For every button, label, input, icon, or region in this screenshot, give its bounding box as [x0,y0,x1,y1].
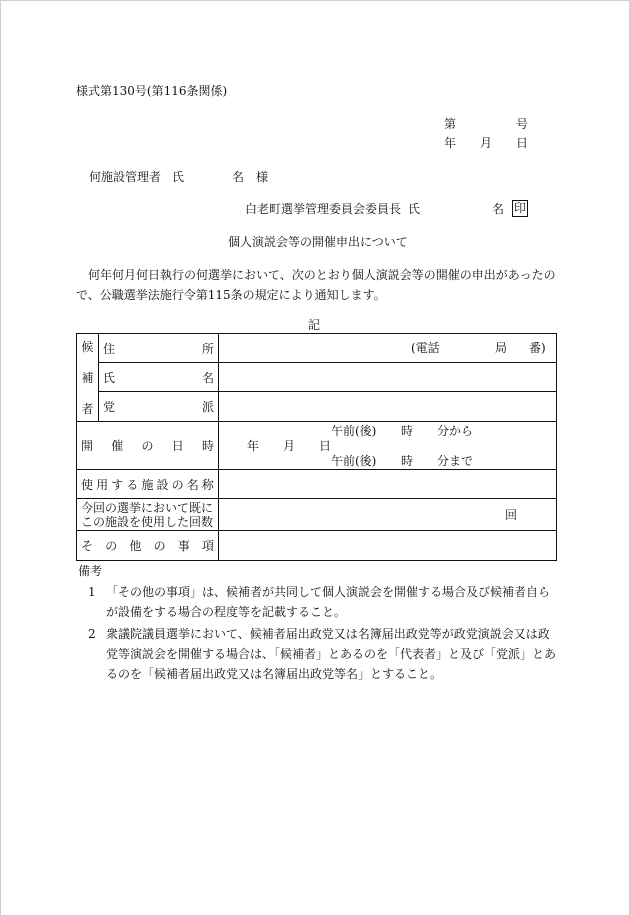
addressee-mei: 名 [232,170,245,184]
other-char-3: 他 [129,539,142,553]
other-field[interactable] [219,531,557,561]
datetime-field[interactable] [219,422,557,470]
doc-number-dai: 第 [444,117,457,131]
other-label [77,531,219,561]
other-char-2: の [105,539,118,553]
datetime-char-5: 時 [201,439,214,453]
addressee-shi: 氏 [172,170,185,184]
facility-char-6: 設 [156,477,169,492]
party-label-right: 派 [201,400,214,414]
facility-char-3: す [111,477,124,492]
seal-mark: 印 [514,201,527,215]
candidate-label [77,334,99,422]
name-label-left: 氏 [103,370,116,385]
times-unit: 回 [505,508,518,522]
phone-kyoku: 局 [495,341,508,355]
form-number: 様式第130号(第116条関係) [76,84,228,98]
facility-char-8: 名 [186,477,199,492]
phone-ban: 番) [529,341,546,355]
usage-label-line-2: この施設を使用した回数 [81,514,214,529]
facility-field[interactable] [219,470,557,499]
end-ampm: 午前(後) [331,454,377,468]
phone-open: (電話 [411,341,440,355]
sender-shi: 氏 [408,202,421,216]
start-hour: 時 [401,424,414,438]
name-label-right: 名 [201,370,214,385]
sender-title: 白老町選挙管理委員会委員長 [245,202,402,216]
end-minute: 分まで [437,454,474,468]
facility-char-1: 使 [81,477,94,492]
date-day-label: 日 [319,439,332,453]
party-label [99,392,219,422]
sender-mei: 名 [492,202,505,216]
body-text: 何年何月何日執行の何選挙において、次のとおり個人演説会等の開催の申出があったので、公職選挙法施行令第115条の規定により通知します。 [76,268,556,302]
facility-char-4: る [126,477,139,492]
candidate-char-2: 補 [81,371,94,385]
other-char-6: 項 [201,539,214,553]
start-ampm: 午前(後) [331,424,377,438]
name-field[interactable] [219,363,557,392]
datetime-char-1: 開 [81,439,94,453]
name-label [99,363,219,392]
facility-label [77,470,219,499]
addressee-title: 何施設管理者 [89,170,162,184]
remarks-title: 備考 [78,564,103,578]
candidate-char-1: 候 [81,340,94,354]
facility-char-9: 称 [201,477,214,492]
date-month: 月 [480,136,493,150]
usage-label-line-1: 今回の選挙において既に [81,500,214,515]
facility-char-2: 用 [96,477,109,492]
date-month-label: 月 [283,439,296,453]
other-char-5: 事 [177,539,190,553]
remark-text-1: 「その他の事項」は、候補者が共同して個人演説会を開催する場合及び候補者自らが設備をする場合の程度等を記載すること。 [106,585,551,619]
remark-item-2 [78,624,558,684]
other-char-1: そ [81,539,94,553]
usage-count-field[interactable] [219,499,557,531]
address-label-right: 所 [201,341,214,356]
address-field[interactable] [219,334,557,363]
address-label [99,334,219,363]
remark-number-1: 1 [88,585,96,599]
addressee-sama: 様 [256,170,269,184]
other-char-4: の [153,539,166,553]
remark-item-1 [78,582,558,622]
date-year: 年 [444,136,457,150]
ki-label: 記 [308,318,321,332]
facility-char-7: の [171,477,184,492]
start-minute: 分から [437,424,474,438]
application-table [76,333,557,561]
facility-char-5: 施 [141,477,154,492]
usage-count-label [77,499,219,531]
datetime-char-3: の [141,439,154,453]
party-label-left: 党 [103,400,116,414]
date-day: 日 [516,136,529,150]
address-label-left: 住 [103,341,116,356]
doc-number-go: 号 [516,117,529,131]
datetime-label [77,422,219,470]
end-hour: 時 [401,454,414,468]
datetime-char-4: 日 [171,439,184,453]
remark-text-2: 衆議院議員選挙において、候補者届出政党又は名簿届出政党等が政党演説会又は政党等演説会を開催する場合は、「候補者」とあるのを「代表者」と及び「党派」とあるのを「候補者届出政党又は名簿届出政党等名」とすること。 [106,627,557,681]
candidate-char-3: 者 [81,402,94,416]
subject: 個人演説会等の開催申出について [228,235,408,249]
party-field[interactable] [219,392,557,422]
date-year-label: 年 [247,439,260,453]
remark-number-2: 2 [88,627,96,641]
datetime-char-2: 催 [111,439,124,453]
